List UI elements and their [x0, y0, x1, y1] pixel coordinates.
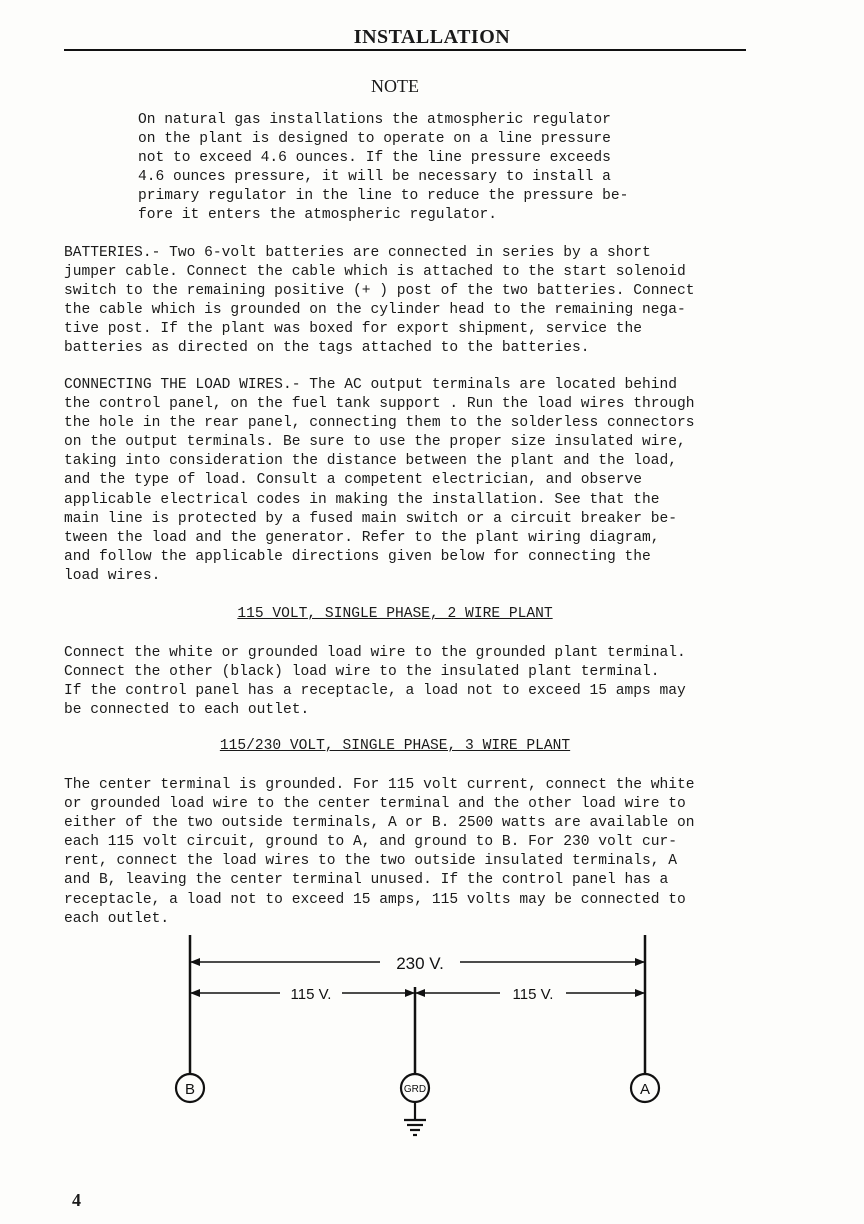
note-body: On natural gas installations the atmospheric regulator on the plant is designed to operate on a line pressure not to exceed 4.6 ounces. If the line pressure exceeds 4.6 ounces pressure, it will be necessary to install a primary regulator in the line to reduce the pressure be- fore it enters the atmospheric regulator. [138, 112, 629, 224]
terminal-a-label: A [639, 1081, 651, 1098]
terminal-grd-label: GRD [403, 1084, 427, 1095]
title-rule [64, 49, 746, 51]
label-115v-right: 115 V. [512, 986, 554, 1003]
section-115-paragraph: Connect the white or grounded load wire to the grounded plant terminal. Connect the other (black) load wire to the insulated plant terminal. If the control panel has a receptacle, a load not to exceed 15 amps may be connected to each outlet. [64, 645, 686, 719]
batteries-paragraph: BATTERIES.- Two 6-volt batteries are connected in series by a short jumper cable. Connect the cable which is attached to the start solenoid switch to the remaining positive (+ ) post of the two batteries. Connect the cable which is grounded on the cylinder head to the remaining nega- tive post. If the plant was boxed for export shipment, service the batteries as directed on the tags attached to the batteries. [64, 245, 695, 357]
section-heading-115-volt: 115 VOLT, SINGLE PHASE, 2 WIRE PLANT [237, 606, 553, 622]
page-number: 4 [72, 1190, 81, 1210]
note-heading: NOTE [371, 76, 419, 96]
connecting-load-wires-paragraph: CONNECTING THE LOAD WIRES.- The AC output terminals are located behind the control panel, on the fuel tank support . Run the load wires through the hole in the rear panel, connecting them to the solderless connectors on the output terminals. Be sure to use the proper size insulated wire, taking into consideration the distance between the plant and the load, and the type of load. Consult a competent electrician, and observe applicable electrical codes in making the installation. See that the main line is protected by a fused main switch or a circuit breaker be- tween the load and the generator. Refer to the plant wiring diagram, and follow the applicable directions given below for connecting the load wires. [64, 377, 695, 584]
page-title: INSTALLATION [353, 26, 511, 48]
section-230-paragraph: The center terminal is grounded. For 115 volt current, connect the white or grounded load wire to the center terminal and the other load wire to either of the two outside terminals, A or B. 2500 watts are available on each 115 volt circuit, ground to A, and ground to B. For 230 volt cur- rent, connect the load wires to the two outside insulated terminals, A and B, leaving the center terminal unused. If the control panel has a receptacle, a load not to exceed 15 amps, 115 volts may be connected to each outlet. [64, 777, 695, 927]
label-230v: 230 V. [396, 954, 444, 973]
terminal-b-label: B [184, 1081, 196, 1098]
wiring-diagram [160, 925, 680, 1175]
label-115v-left: 115 V. [290, 986, 332, 1003]
ground-symbol-icon [404, 1102, 426, 1135]
section-heading-115-230-volt: 115/230 VOLT, SINGLE PHASE, 3 WIRE PLANT [219, 738, 571, 754]
